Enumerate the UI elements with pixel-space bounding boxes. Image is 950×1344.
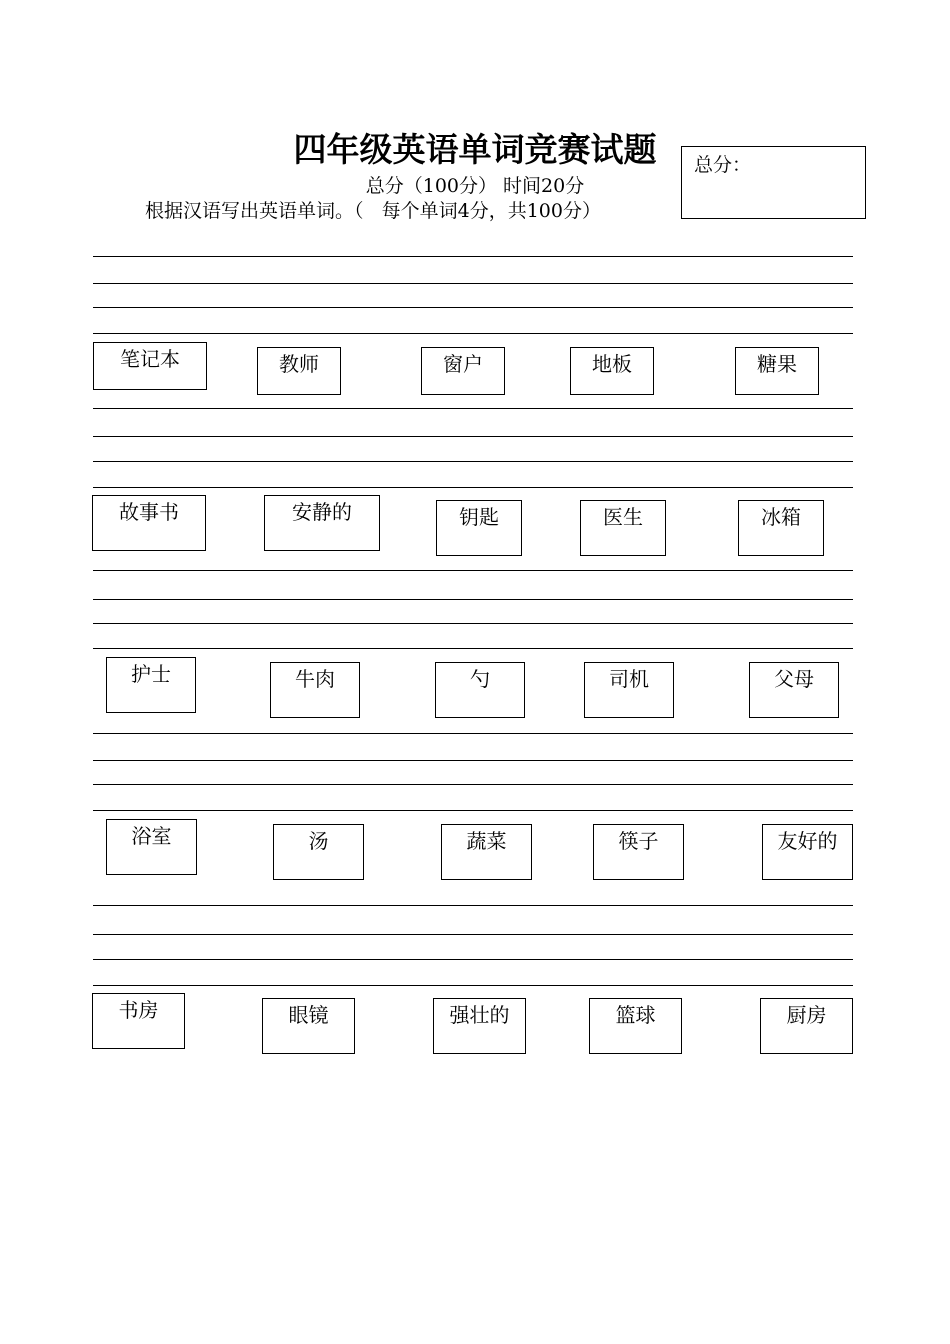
answer-line[interactable] — [93, 784, 853, 785]
word-box: 安静的 — [264, 495, 380, 551]
answer-line[interactable] — [93, 648, 853, 649]
answer-line[interactable] — [93, 810, 853, 811]
answer-line[interactable] — [93, 283, 853, 284]
word-box: 汤 — [273, 824, 364, 880]
word-box: 窗户 — [421, 347, 505, 395]
word-box: 蔬菜 — [441, 824, 532, 880]
word-box: 牛肉 — [270, 662, 360, 718]
word-box: 糖果 — [735, 347, 819, 395]
answer-line[interactable] — [93, 487, 853, 488]
page-title: 四年级英语单词竞赛试题 — [293, 130, 657, 169]
answer-line[interactable] — [93, 599, 853, 600]
answer-line[interactable] — [93, 570, 853, 571]
word-box: 故事书 — [92, 495, 206, 551]
answer-line[interactable] — [93, 436, 853, 437]
answer-line[interactable] — [93, 934, 853, 935]
answer-line[interactable] — [93, 959, 853, 960]
word-box: 父母 — [749, 662, 839, 718]
answer-line[interactable] — [93, 333, 853, 334]
answer-line[interactable] — [93, 985, 853, 986]
answer-line[interactable] — [93, 905, 853, 906]
instruction: 根据汉语写出英语单词。（ 每个单词4分，共100分） — [145, 200, 601, 222]
answer-line[interactable] — [93, 733, 853, 734]
word-box: 冰箱 — [738, 500, 824, 556]
word-box: 教师 — [257, 347, 341, 395]
answer-line[interactable] — [93, 307, 853, 308]
word-box: 眼镜 — [262, 998, 355, 1054]
total-score-box[interactable] — [681, 146, 866, 219]
subtitle: 总分（100分） 时间20分 — [365, 175, 585, 197]
word-box: 医生 — [580, 500, 666, 556]
answer-line[interactable] — [93, 760, 853, 761]
word-box: 司机 — [584, 662, 674, 718]
total-score-label: 总分： — [694, 154, 752, 176]
word-box: 书房 — [92, 993, 185, 1049]
word-box: 友好的 — [762, 824, 853, 880]
word-box: 厨房 — [760, 998, 853, 1054]
word-box: 笔记本 — [93, 342, 207, 390]
answer-line[interactable] — [93, 623, 853, 624]
word-box: 浴室 — [106, 819, 197, 875]
word-box: 护士 — [106, 657, 196, 713]
answer-line[interactable] — [93, 461, 853, 462]
answer-line[interactable] — [93, 408, 853, 409]
answer-line[interactable] — [93, 256, 853, 257]
word-box: 地板 — [570, 347, 654, 395]
word-box: 强壮的 — [433, 998, 526, 1054]
word-box: 钥匙 — [436, 500, 522, 556]
word-box: 筷子 — [593, 824, 684, 880]
word-box: 篮球 — [589, 998, 682, 1054]
word-box: 勺 — [435, 662, 525, 718]
